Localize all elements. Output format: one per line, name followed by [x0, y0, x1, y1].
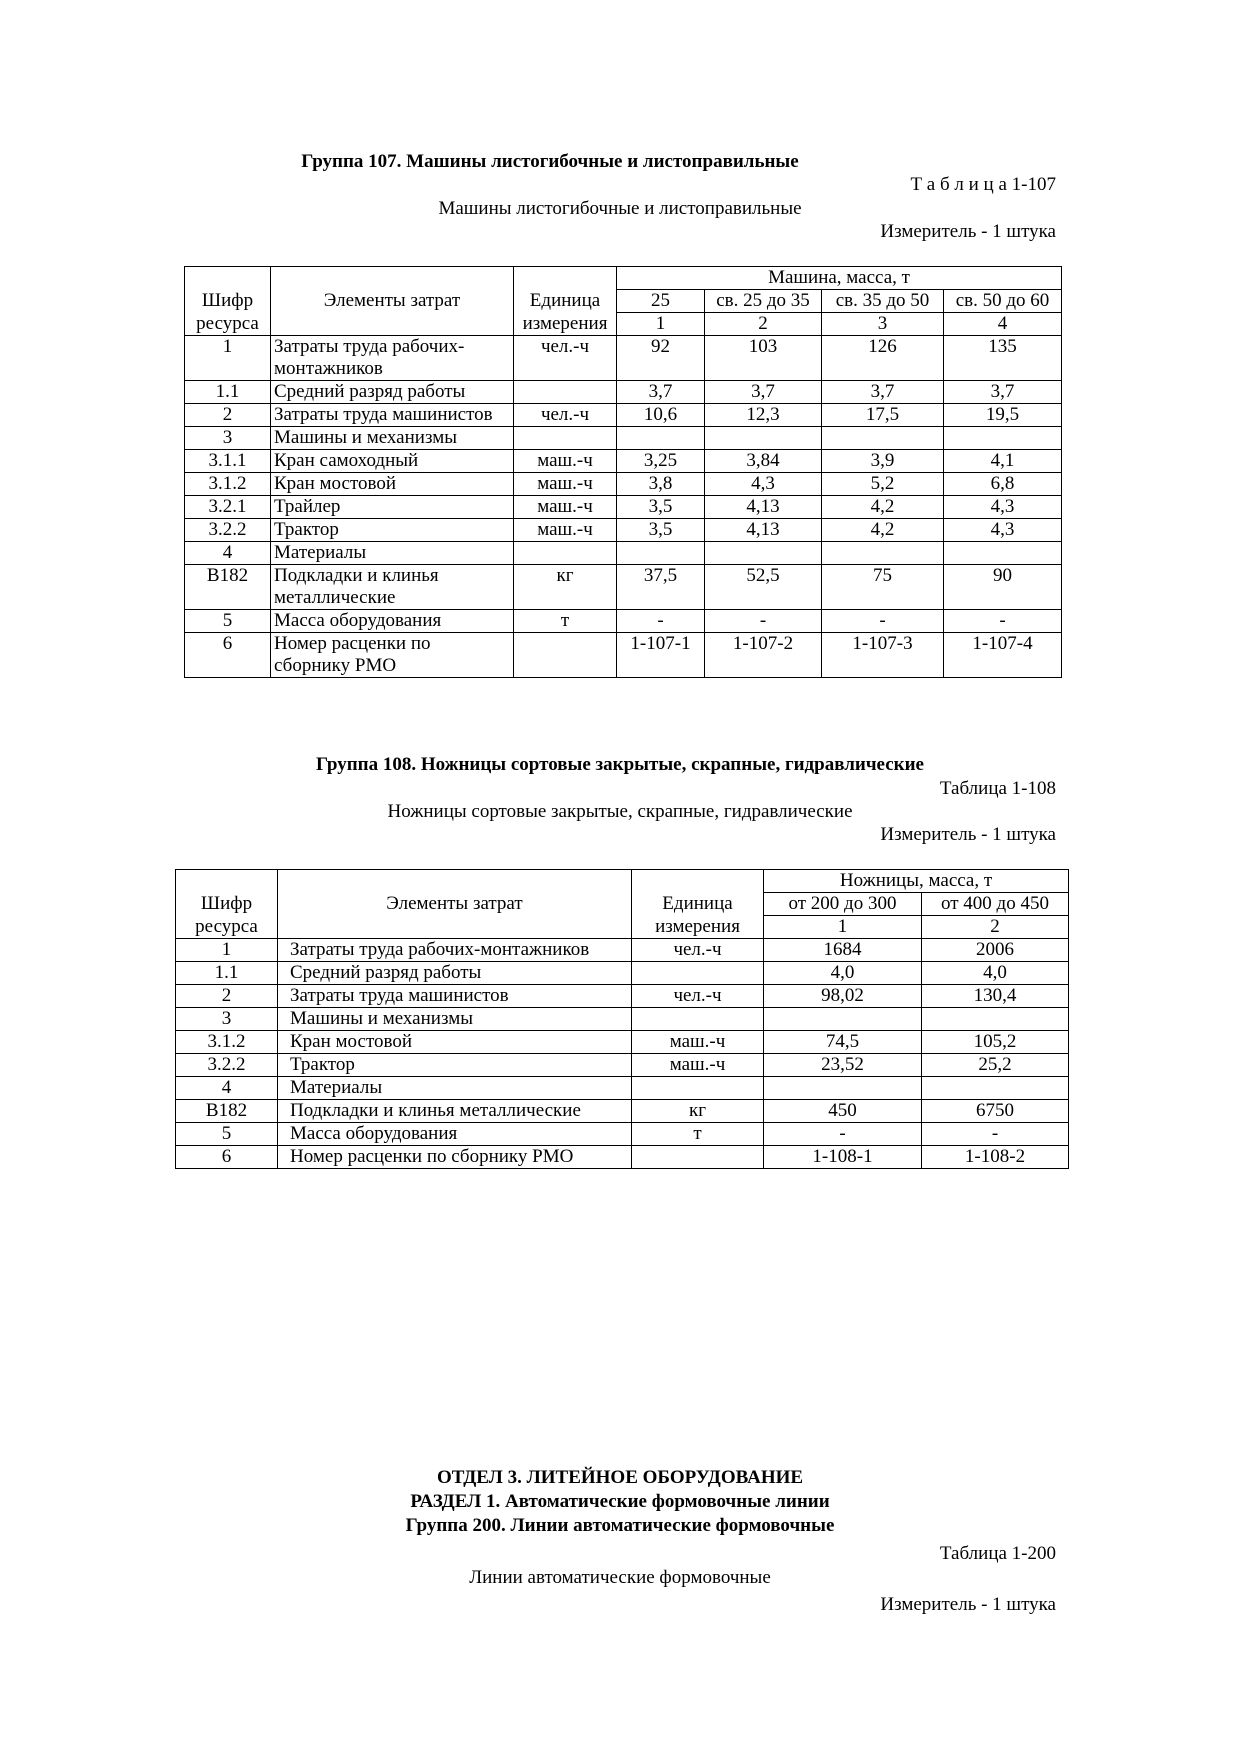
- header-elements-2: [271, 313, 514, 336]
- group-107-title: Группа 107. Машины листогибочные и листоправильные: [301, 151, 799, 172]
- header-unit-2: измерения: [514, 313, 617, 336]
- resource-code-cell: 3.1.1: [185, 450, 271, 473]
- group-108-title: Группа 108. Ножницы сортовые закрытые, скрапные, гидравлические: [316, 754, 924, 775]
- table-row: [176, 1008, 1069, 1031]
- value-cell: [764, 1077, 922, 1100]
- table-row: [176, 985, 1069, 1008]
- cost-element-cell: Средний разряд работы: [278, 962, 632, 985]
- value-cell: -: [922, 1123, 1069, 1146]
- value-cell: 6,8: [944, 473, 1062, 496]
- table-200-meter: Измеритель - 1 штука: [880, 1594, 1056, 1615]
- value-cell: 25,2: [922, 1054, 1069, 1077]
- value-cell: 4,0: [922, 962, 1069, 985]
- table-108-label: Таблица 1-108: [939, 778, 1056, 799]
- cost-element-cell: Материалы: [278, 1077, 632, 1100]
- value-cell: [944, 427, 1062, 450]
- table-row: [185, 336, 1062, 381]
- value-cell: -: [617, 610, 705, 633]
- header-unit-blank: [514, 267, 617, 290]
- unit-cell: чел.-ч: [514, 404, 617, 427]
- value-cell: 19,5: [944, 404, 1062, 427]
- unit-cell: т: [632, 1123, 764, 1146]
- value-cell: [705, 427, 822, 450]
- value-cell: 130,4: [922, 985, 1069, 1008]
- value-cell: [705, 542, 822, 565]
- unit-cell: [514, 427, 617, 450]
- value-cell: 4,3: [944, 496, 1062, 519]
- header-unit-blank: [632, 870, 764, 893]
- table-row: [185, 381, 1062, 404]
- cost-element-cell: Затраты труда рабочих-монтажников: [271, 336, 514, 381]
- header-col-4: св. 50 до 60: [944, 290, 1062, 313]
- value-cell: 3,9: [822, 450, 944, 473]
- resource-code-cell: 3.2.2: [185, 519, 271, 542]
- header-elements: Элементы затрат: [271, 290, 514, 313]
- value-cell: 3,25: [617, 450, 705, 473]
- header-num-2: 2: [922, 916, 1069, 939]
- cost-element-cell: Подкладки и клинья металлические: [278, 1100, 632, 1123]
- table-108: [175, 869, 1069, 1169]
- header-col-2: от 400 до 450: [922, 893, 1069, 916]
- resource-code-cell: 5: [185, 610, 271, 633]
- header-elements-blank: [278, 870, 632, 893]
- unit-cell: [514, 542, 617, 565]
- cost-element-cell: Номер расценки по сборнику РМО: [278, 1146, 632, 1169]
- resource-code-cell: 2: [185, 404, 271, 427]
- value-cell: 4,2: [822, 496, 944, 519]
- value-cell: 3,7: [822, 381, 944, 404]
- value-cell: 1-107-2: [705, 633, 822, 678]
- resource-code-cell: В182: [176, 1100, 278, 1123]
- cost-element-cell: Подкладки и клинья металлические: [271, 565, 514, 610]
- value-cell: [922, 1008, 1069, 1031]
- value-cell: 126: [822, 336, 944, 381]
- value-cell: 52,5: [705, 565, 822, 610]
- cost-element-cell: Средний разряд работы: [271, 381, 514, 404]
- header-group: Ножницы, масса, т: [764, 870, 1069, 893]
- table-row: [185, 633, 1062, 678]
- unit-cell: чел.-ч: [514, 336, 617, 381]
- table-row: [185, 404, 1062, 427]
- table-row: [185, 473, 1062, 496]
- cost-element-cell: Масса оборудования: [271, 610, 514, 633]
- value-cell: 98,02: [764, 985, 922, 1008]
- unit-cell: маш.-ч: [632, 1031, 764, 1054]
- value-cell: 5,2: [822, 473, 944, 496]
- resource-code-cell: 4: [185, 542, 271, 565]
- table-107-meter: Измеритель - 1 штука: [880, 221, 1056, 242]
- value-cell: 3,84: [705, 450, 822, 473]
- header-code-blank: [185, 267, 271, 290]
- value-cell: 4,2: [822, 519, 944, 542]
- header-col-2: св. 25 до 35: [705, 290, 822, 313]
- value-cell: 3,5: [617, 496, 705, 519]
- header-elements-blank: [271, 267, 514, 290]
- table-row: [185, 610, 1062, 633]
- unit-cell: [632, 962, 764, 985]
- value-cell: 3,7: [705, 381, 822, 404]
- value-cell: 10,6: [617, 404, 705, 427]
- table-200-label: Таблица 1-200: [939, 1543, 1056, 1564]
- header-code-2: ресурса: [176, 916, 278, 939]
- resource-code-cell: 3.1.2: [185, 473, 271, 496]
- value-cell: [764, 1008, 922, 1031]
- value-cell: 4,3: [705, 473, 822, 496]
- header-num-1: 1: [764, 916, 922, 939]
- value-cell: 4,13: [705, 519, 822, 542]
- header-elements-2: [278, 916, 632, 939]
- value-cell: 23,52: [764, 1054, 922, 1077]
- header-group: Машина, масса, т: [617, 267, 1062, 290]
- value-cell: [822, 427, 944, 450]
- unit-cell: чел.-ч: [632, 939, 764, 962]
- value-cell: 1684: [764, 939, 922, 962]
- resource-code-cell: 1: [185, 336, 271, 381]
- value-cell: 3,5: [617, 519, 705, 542]
- header-num-3: 3: [822, 313, 944, 336]
- header-code-blank: [176, 870, 278, 893]
- table-108-name: Ножницы сортовые закрытые, скрапные, гидравлические: [387, 801, 853, 822]
- resource-code-cell: 1.1: [185, 381, 271, 404]
- value-cell: 1-108-1: [764, 1146, 922, 1169]
- table-row: [176, 962, 1069, 985]
- value-cell: 4,3: [944, 519, 1062, 542]
- cost-element-cell: Кран самоходный: [271, 450, 514, 473]
- unit-cell: маш.-ч: [514, 519, 617, 542]
- unit-cell: [514, 381, 617, 404]
- table-107-name: Машины листогибочные и листоправильные: [438, 198, 802, 219]
- value-cell: 135: [944, 336, 1062, 381]
- value-cell: 2006: [922, 939, 1069, 962]
- division-title: ОТДЕЛ 3. ЛИТЕЙНОЕ ОБОРУДОВАНИЕ: [436, 1467, 804, 1488]
- header-col-3: св. 35 до 50: [822, 290, 944, 313]
- resource-code-cell: 5: [176, 1123, 278, 1146]
- table-107: [184, 266, 1062, 678]
- table-row: [185, 542, 1062, 565]
- unit-cell: чел.-ч: [632, 985, 764, 1008]
- table-row: [176, 1054, 1069, 1077]
- value-cell: -: [705, 610, 822, 633]
- value-cell: [617, 542, 705, 565]
- unit-cell: [632, 1077, 764, 1100]
- table-row: [176, 1077, 1069, 1100]
- header-code-2: ресурса: [185, 313, 271, 336]
- resource-code-cell: 3.2.1: [185, 496, 271, 519]
- unit-cell: кг: [632, 1100, 764, 1123]
- header-col-1: от 200 до 300: [764, 893, 922, 916]
- resource-code-cell: 1.1: [176, 962, 278, 985]
- group-200-title: Группа 200. Линии автоматические формовочные: [405, 1515, 835, 1536]
- cost-element-cell: Машины и механизмы: [271, 427, 514, 450]
- unit-cell: [632, 1008, 764, 1031]
- resource-code-cell: 3: [176, 1008, 278, 1031]
- value-cell: 12,3: [705, 404, 822, 427]
- table-row: [185, 565, 1062, 610]
- cost-element-cell: Материалы: [271, 542, 514, 565]
- table-107-label: Т а б л и ц а 1-107: [910, 174, 1056, 195]
- cost-element-cell: Масса оборудования: [278, 1123, 632, 1146]
- header-num-2: 2: [705, 313, 822, 336]
- header-unit-2: измерения: [632, 916, 764, 939]
- header-unit: Единица: [632, 893, 764, 916]
- table-row: [185, 450, 1062, 473]
- resource-code-cell: 3.2.2: [176, 1054, 278, 1077]
- unit-cell: [632, 1146, 764, 1169]
- section-title: РАЗДЕЛ 1. Автоматические формовочные линии: [410, 1491, 830, 1512]
- header-num-4: 4: [944, 313, 1062, 336]
- cost-element-cell: Кран мостовой: [278, 1031, 632, 1054]
- value-cell: -: [764, 1123, 922, 1146]
- value-cell: -: [822, 610, 944, 633]
- resource-code-cell: В182: [185, 565, 271, 610]
- header-code: Шифр: [185, 290, 271, 313]
- cost-element-cell: Трактор: [278, 1054, 632, 1077]
- value-cell: 1-107-4: [944, 633, 1062, 678]
- resource-code-cell: 1: [176, 939, 278, 962]
- value-cell: 450: [764, 1100, 922, 1123]
- cost-element-cell: Трайлер: [271, 496, 514, 519]
- resource-code-cell: 3.1.2: [176, 1031, 278, 1054]
- value-cell: [922, 1077, 1069, 1100]
- table-row: [185, 496, 1062, 519]
- table-row: [176, 1146, 1069, 1169]
- value-cell: 1-108-2: [922, 1146, 1069, 1169]
- table-row: [176, 939, 1069, 962]
- header-elements: Элементы затрат: [278, 893, 632, 916]
- value-cell: 74,5: [764, 1031, 922, 1054]
- cost-element-cell: Трактор: [271, 519, 514, 542]
- cost-element-cell: Затраты труда рабочих-монтажников: [278, 939, 632, 962]
- table-108-meter: Измеритель - 1 штука: [880, 824, 1056, 845]
- value-cell: [617, 427, 705, 450]
- value-cell: 4,13: [705, 496, 822, 519]
- table-200-name: Линии автоматические формовочные: [469, 1567, 771, 1588]
- value-cell: 90: [944, 565, 1062, 610]
- header-unit: Единица: [514, 290, 617, 313]
- value-cell: 1-107-3: [822, 633, 944, 678]
- cost-element-cell: Кран мостовой: [271, 473, 514, 496]
- table-row: [176, 1100, 1069, 1123]
- cost-element-cell: Номер расценки по сборнику РМО: [271, 633, 514, 678]
- table-row: [176, 1123, 1069, 1146]
- cost-element-cell: Машины и механизмы: [278, 1008, 632, 1031]
- value-cell: 4,1: [944, 450, 1062, 473]
- value-cell: [944, 542, 1062, 565]
- value-cell: 3,7: [944, 381, 1062, 404]
- value-cell: 6750: [922, 1100, 1069, 1123]
- header-col-1: 25: [617, 290, 705, 313]
- resource-code-cell: 3: [185, 427, 271, 450]
- value-cell: 3,8: [617, 473, 705, 496]
- value-cell: 3,7: [617, 381, 705, 404]
- unit-cell: маш.-ч: [632, 1054, 764, 1077]
- value-cell: 37,5: [617, 565, 705, 610]
- table-row: [176, 1031, 1069, 1054]
- cost-element-cell: Затраты труда машинистов: [278, 985, 632, 1008]
- value-cell: 92: [617, 336, 705, 381]
- value-cell: 4,0: [764, 962, 922, 985]
- unit-cell: т: [514, 610, 617, 633]
- header-num-1: 1: [617, 313, 705, 336]
- value-cell: -: [944, 610, 1062, 633]
- value-cell: 103: [705, 336, 822, 381]
- unit-cell: маш.-ч: [514, 450, 617, 473]
- resource-code-cell: 6: [176, 1146, 278, 1169]
- value-cell: 105,2: [922, 1031, 1069, 1054]
- cost-element-cell: Затраты труда машинистов: [271, 404, 514, 427]
- unit-cell: маш.-ч: [514, 496, 617, 519]
- value-cell: 75: [822, 565, 944, 610]
- unit-cell: кг: [514, 565, 617, 610]
- unit-cell: маш.-ч: [514, 473, 617, 496]
- value-cell: [822, 542, 944, 565]
- unit-cell: [514, 633, 617, 678]
- value-cell: 17,5: [822, 404, 944, 427]
- resource-code-cell: 2: [176, 985, 278, 1008]
- header-code: Шифр: [176, 893, 278, 916]
- table-row: [185, 519, 1062, 542]
- resource-code-cell: 4: [176, 1077, 278, 1100]
- table-row: [185, 427, 1062, 450]
- value-cell: 1-107-1: [617, 633, 705, 678]
- resource-code-cell: 6: [185, 633, 271, 678]
